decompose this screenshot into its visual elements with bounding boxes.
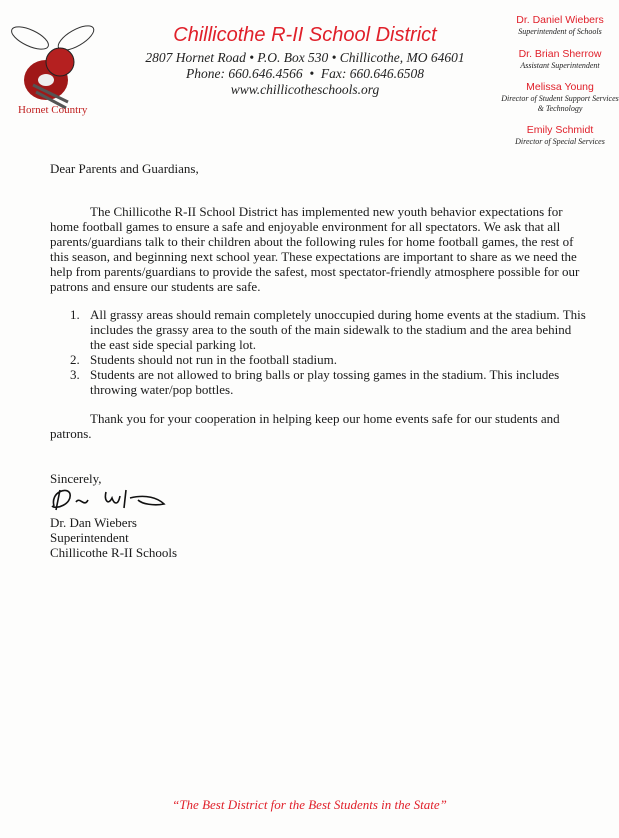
closing: Sincerely, — [50, 471, 102, 486]
rule-line: Students are not allowed to bring balls or play tossing games in the stadium. This includes — [90, 367, 560, 382]
paragraph-line: Thank you for your cooperation in helping keep our home events safe for our students and — [90, 411, 560, 426]
paragraph-line: home football games to ensure a safe and enjoyable environment for all spectators. We ask that all — [50, 219, 561, 234]
signer-title: Superintendent — [50, 530, 129, 545]
paragraph-line: this season, and beginning next school year. These expectations are important to share as we need the — [50, 249, 577, 264]
staff-name: Melissa Young — [526, 81, 594, 93]
website: www.chillicotheschools.org — [230, 82, 380, 97]
staff-name: Dr. Brian Sherrow — [518, 48, 602, 60]
paragraph-line: patrons. — [50, 426, 92, 441]
district-address: 2807 Hornet Road • P.O. Box 530 • Chillicothe, MO 64601 — [145, 50, 465, 65]
rule-number: 1. — [70, 307, 80, 322]
paragraph-line: The Chillicothe R-II School District has implemented new youth behavior expectations for — [90, 204, 563, 219]
signer-org: Chillicothe R-II Schools — [50, 545, 178, 560]
staff-name: Emily Schmidt — [526, 124, 594, 136]
hornet-logo — [8, 10, 98, 120]
rule-line: includes the grassy area to the south of the main sidewalk to the stadium and the area behind — [90, 322, 572, 337]
signature — [46, 484, 176, 514]
rule-line: the east side special parking lot. — [90, 337, 257, 352]
rule-line: throwing water/pop bottles. — [90, 382, 234, 397]
staff-name: Dr. Daniel Wiebers — [516, 14, 604, 26]
rule-number: 2. — [70, 352, 80, 367]
district-name: Chillicothe R-II School District — [173, 24, 437, 46]
staff-entry — [490, 124, 619, 147]
paragraph-line: patrons and ensure our students are safe. — [50, 279, 261, 294]
phone-fax: Phone: 660.646.4566 • Fax: 660.646.6508 — [186, 66, 424, 81]
rule-line: Students should not run in the football stadium. — [90, 352, 337, 367]
staff-title-cont: & Technology — [537, 103, 583, 113]
rule-line: All grassy areas should remain completely unoccupied during home events at the stadium. This — [90, 307, 586, 322]
paragraph-line: help from parents/guardians to provide the safest, most spectator-friendly atmosphere possible for our — [50, 264, 580, 279]
rule-number: 3. — [70, 367, 80, 382]
logo-text: Hornet Country — [18, 104, 88, 116]
staff-entry — [490, 14, 619, 37]
footer-slogan: “The Best District for the Best Students in the State” — [172, 797, 447, 812]
signer-name: Dr. Dan Wiebers — [50, 515, 137, 530]
paragraph-line: parents/guardians talk to their children about the following rules for home football games, the rest of — [50, 234, 574, 249]
salutation: Dear Parents and Guardians, — [50, 161, 199, 176]
staff-title: Director of Special Services — [515, 137, 605, 146]
staff-title: Superintendent of Schools — [518, 27, 602, 36]
staff-entry — [490, 48, 619, 71]
staff-entry — [490, 81, 619, 113]
staff-title: Director of Student Support Services — [501, 94, 619, 103]
staff-title: Assistant Superintendent — [520, 61, 600, 70]
